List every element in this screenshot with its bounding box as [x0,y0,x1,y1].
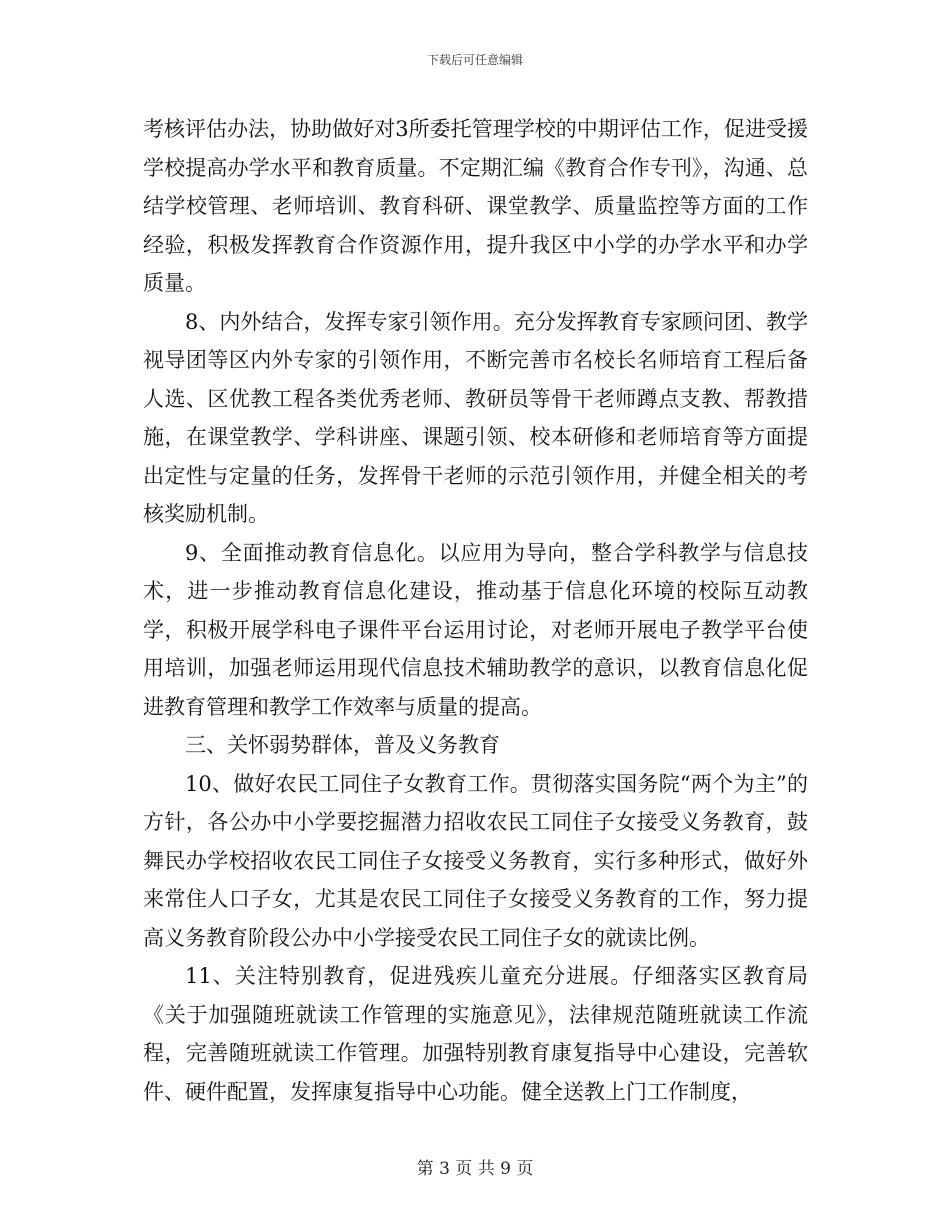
page-footer: 第 3 页 共 9 页 [416,1159,534,1179]
document-body [143,110,808,1111]
paragraph-item-9: 9、全面推动教育信息化。以应用为导向，整合学科教学与信息技术，进一步推动教育信息化建设，推动基于信息化环境的校际互动教学，积极开展学科电子课件平台运用讨论，对老师开展电子教学平台使用培训，加强老师运用现代信息技术辅助教学的意识，以教育信息化促进教育管理和教学工作效率与质量的提高。 [143,540,808,719]
section-heading-3: 三、关怀弱势群体，普及义务教育 [185,733,500,757]
paragraph-item-11: 11、关注特别教育，促进残疾儿童充分进展。仔细落实区教育局《关于加强随班就读工作管理的实施意见》，法律规范随班就读工作流程，完善随班就读工作管理。加强特别教育康复指导中心建设，完善软件、硬件配置，发挥康复指导中心功能。健全送教上门工作制度， [143,964,808,1104]
paragraph-item-8: 8、内外结合，发挥专家引领作用。充分发挥教育专家顾问团、教学视导团等区内外专家的引领作用，不断完善市名校长名师培育工程后备人选、区优教工程各类优秀老师、教研员等骨干老师蹲点支教、帮教措施，在课堂教学、学科讲座、课题引领、校本研修和老师培育等方面提出定性与定量的任务，发挥骨干老师的示范引领作用，并健全相关的考核奖励机制。 [143,309,808,526]
paragraph-continuation: 考核评估办法，协助做好对3所委托管理学校的中期评估工作，促进受援学校提高办学水平和教育质量。不定期汇编《教育合作专刊》，沟通、总结学校管理、老师培训、教育科研、课堂教学、质量监控等方面的工作经验，积极发挥教育合作资源作用，提升我区中小学的办学水平和办学质量。 [143,117,808,295]
page-header: 下载后可任意编辑 [426,53,523,67]
paragraph-item-10: 10、做好农民工同住子女教育工作。贯彻落实国务院“两个为主”的方针，各公办中小学要挖掘潜力招收农民工同住子女接受义务教育，鼓舞民办学校招收农民工同住子女接受义务教育，实行多种形式，做好外来常住人口子女，尤其是农民工同住子女接受义务教育的工作，努力提高义务教育阶段公办中小学接受农民工同住子女的就读比例。 [143,771,808,950]
